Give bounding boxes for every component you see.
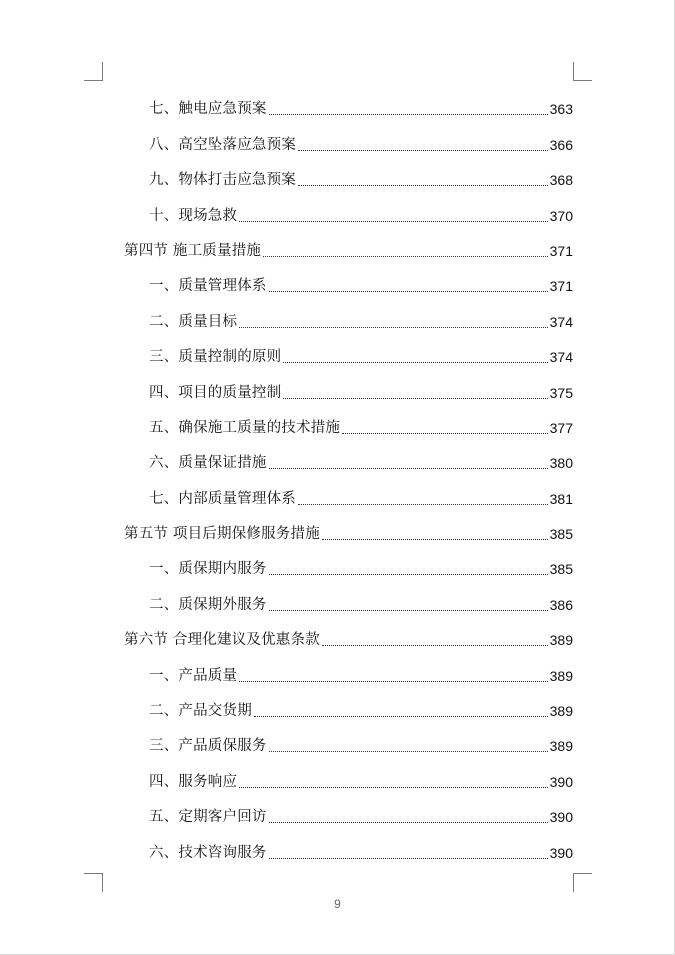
toc-entry[interactable] — [124, 265, 573, 300]
toc-entry-page-number: 366 — [549, 136, 573, 153]
toc-entry[interactable] — [124, 760, 573, 795]
toc-entry-page-number: 385 — [549, 526, 573, 543]
toc-entry-title: 三、产品质保服务 — [149, 738, 267, 755]
toc-entry[interactable] — [124, 407, 573, 442]
toc-dot-leader — [298, 504, 548, 505]
toc-dot-leader — [269, 468, 548, 469]
toc-entry[interactable] — [124, 725, 573, 760]
toc-dot-leader — [263, 256, 548, 257]
toc-entry[interactable] — [124, 371, 573, 406]
toc-entry-page-number: 390 — [549, 773, 573, 790]
toc-entry-page-number: 363 — [549, 101, 573, 118]
toc-dot-leader — [342, 433, 548, 434]
toc-dot-leader — [254, 716, 548, 717]
toc-entry-page-number: 389 — [549, 703, 573, 720]
toc-dot-leader — [283, 398, 547, 399]
toc-entry[interactable] — [124, 619, 573, 654]
toc-entry[interactable] — [124, 654, 573, 689]
toc-dot-leader — [269, 610, 548, 611]
toc-entry-title: 一、产品质量 — [149, 667, 238, 684]
toc-dot-leader — [298, 150, 548, 151]
toc-entry-page-number: 380 — [549, 455, 573, 472]
toc-dot-leader — [269, 291, 548, 292]
toc-entry[interactable] — [124, 300, 573, 335]
toc-dot-leader — [269, 858, 548, 859]
toc-entry-page-number: 371 — [549, 278, 573, 295]
crop-mark-top-left — [84, 62, 103, 81]
toc-dot-leader — [322, 539, 548, 540]
toc-dot-leader — [239, 327, 547, 328]
toc-entry[interactable] — [124, 583, 573, 618]
toc-entry-page-number: 375 — [549, 384, 573, 401]
toc-entry-title: 四、服务响应 — [149, 773, 238, 790]
toc-entry-title: 一、质量管理体系 — [149, 278, 267, 295]
toc-entry-page-number: 377 — [549, 419, 573, 436]
toc-entry-page-number: 390 — [549, 844, 573, 861]
toc-entry-title: 三、质量控制的原则 — [149, 349, 282, 366]
toc-entry[interactable] — [124, 194, 573, 229]
toc-dot-leader — [239, 221, 547, 222]
toc-entry[interactable] — [124, 477, 573, 512]
toc-entry-page-number: 368 — [549, 172, 573, 189]
toc-entry-title: 十、现场急救 — [149, 207, 238, 224]
toc-dot-leader — [283, 362, 547, 363]
crop-mark-top-right — [573, 62, 592, 81]
toc-entry-title: 六、质量保证措施 — [149, 455, 267, 472]
crop-mark-bottom-right — [573, 873, 592, 892]
page-number: 9 — [334, 897, 341, 911]
toc-dot-leader — [298, 185, 548, 186]
toc-entry-page-number: 385 — [549, 561, 573, 578]
toc-dot-leader — [322, 645, 548, 646]
toc-entry-title: 二、质保期外服务 — [149, 596, 267, 613]
toc-entry[interactable] — [124, 88, 573, 123]
toc-entry-title: 七、内部质量管理体系 — [149, 490, 296, 507]
toc-entry-page-number: 371 — [549, 242, 573, 259]
toc-entry-title: 一、质保期内服务 — [149, 561, 267, 578]
toc-entry-page-number: 389 — [549, 738, 573, 755]
toc-entry-title: 五、定期客户回访 — [149, 809, 267, 826]
toc-entry-title: 九、物体打击应急预案 — [149, 172, 296, 189]
toc-entry-page-number: 386 — [549, 596, 573, 613]
toc-entry-page-number: 389 — [549, 667, 573, 684]
toc-entry[interactable] — [124, 831, 573, 866]
toc-entry[interactable] — [124, 230, 573, 265]
toc-entry-page-number: 381 — [549, 490, 573, 507]
toc-entry-title: 第六节 合理化建议及优惠条款 — [124, 632, 320, 649]
toc-dot-leader — [239, 787, 547, 788]
toc-entry-title: 六、技术咨询服务 — [149, 844, 267, 861]
toc-dot-leader — [239, 681, 547, 682]
toc-entry-page-number: 390 — [549, 809, 573, 826]
toc-entry-title: 八、高空坠落应急预案 — [149, 136, 296, 153]
toc-entry[interactable] — [124, 442, 573, 477]
toc-entry-page-number: 374 — [549, 313, 573, 330]
toc-entry[interactable] — [124, 796, 573, 831]
toc-dot-leader — [269, 574, 548, 575]
toc-entry-title: 四、项目的质量控制 — [149, 384, 282, 401]
toc-entry-title: 五、确保施工质量的技术措施 — [149, 419, 341, 436]
toc-entry-page-number: 389 — [549, 632, 573, 649]
toc-entry-title: 第四节 施工质量措施 — [124, 242, 262, 259]
table-of-contents — [124, 88, 573, 867]
toc-entry-page-number: 370 — [549, 207, 573, 224]
toc-entry[interactable] — [124, 336, 573, 371]
toc-entry[interactable] — [124, 690, 573, 725]
toc-entry-title: 二、产品交货期 — [149, 703, 252, 720]
toc-dot-leader — [269, 822, 548, 823]
toc-entry[interactable] — [124, 159, 573, 194]
toc-entry[interactable] — [124, 513, 573, 548]
toc-entry-title: 七、触电应急预案 — [149, 101, 267, 118]
toc-entry[interactable] — [124, 123, 573, 158]
toc-entry-title: 二、质量目标 — [149, 313, 238, 330]
toc-entry[interactable] — [124, 548, 573, 583]
toc-entry-page-number: 374 — [549, 349, 573, 366]
toc-entry-title: 第五节 项目后期保修服务措施 — [124, 526, 320, 543]
toc-dot-leader — [269, 751, 548, 752]
toc-dot-leader — [269, 114, 548, 115]
crop-mark-bottom-left — [84, 873, 103, 892]
